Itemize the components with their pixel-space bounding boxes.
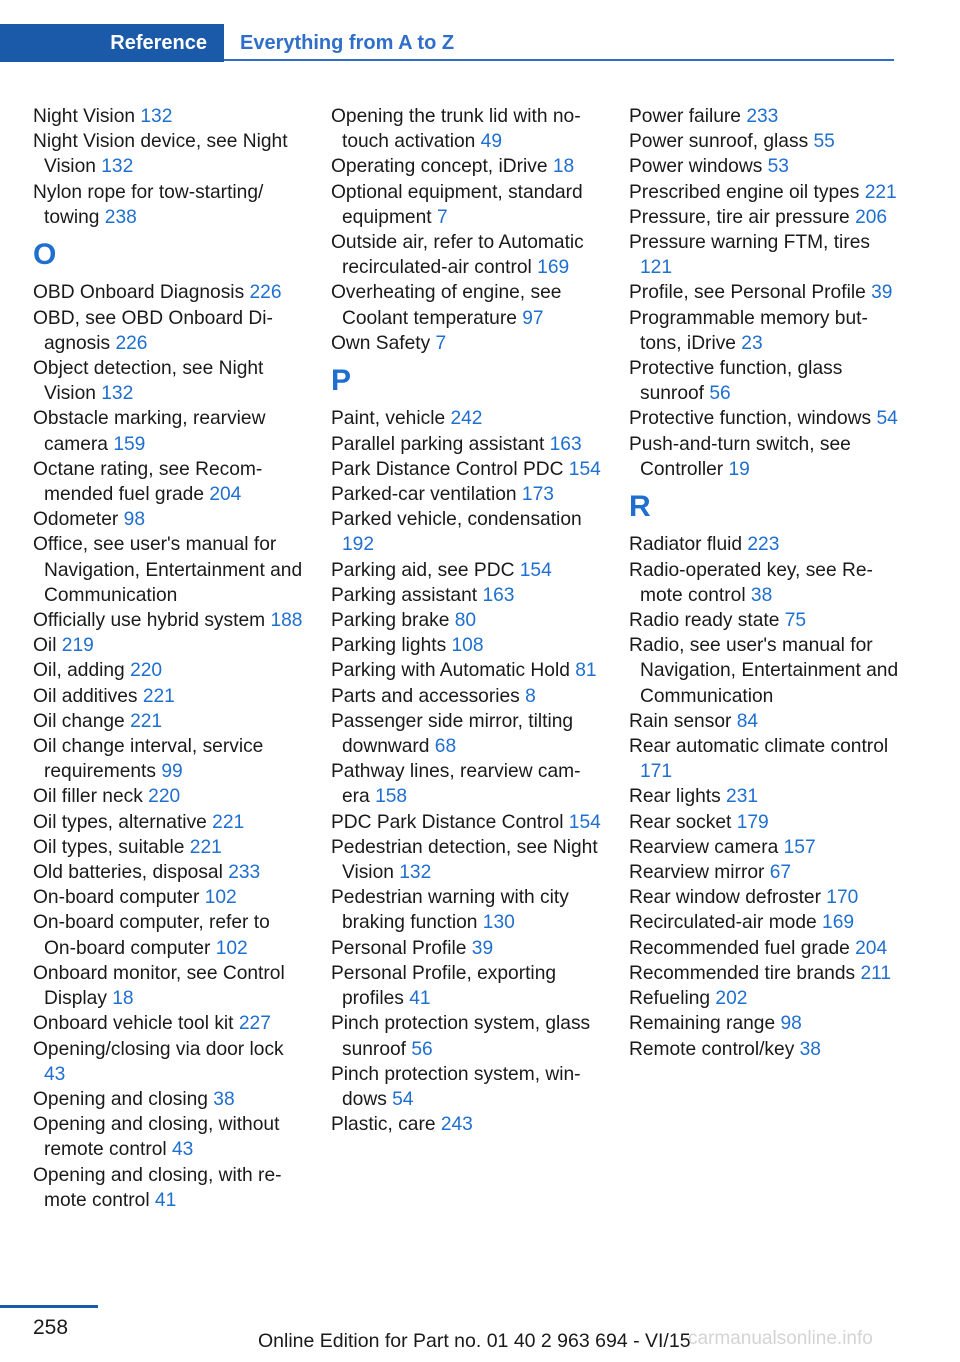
index-entry-term: OBD Onboard Diagnosis	[33, 282, 250, 304]
index-entry	[629, 205, 899, 230]
page-reference-link[interactable]: 226	[249, 282, 282, 304]
index-entry-term: Oil filler neck	[33, 786, 149, 808]
page-reference-link[interactable]: 220	[148, 786, 181, 808]
index-entry	[331, 759, 601, 809]
index-entry-term: Rearview mirror	[629, 862, 770, 884]
index-entry	[331, 583, 601, 608]
index-entry	[33, 356, 303, 406]
page-reference-link[interactable]: 170	[826, 887, 859, 909]
index-entry-term: Pressure, tire air pressure	[629, 206, 856, 228]
index-entry-term: Pathway lines, rearview camera	[331, 761, 581, 808]
index-entry	[331, 406, 601, 431]
index-entry-term: Night Vision device, see Night Vision	[33, 131, 288, 178]
index-letter-heading: R	[629, 490, 651, 524]
page-reference-link[interactable]: 169	[822, 912, 855, 934]
page-reference-link[interactable]: 132	[399, 862, 432, 884]
index-entry-term: Push-and-turn switch, see Controller	[629, 433, 851, 480]
index-entry	[331, 180, 601, 230]
index-entry-term: Oil types, suitable	[33, 836, 190, 858]
index-entry-term: Object detection, see Night Vision	[33, 358, 264, 405]
index-entry	[33, 709, 303, 734]
index-entry-term: Remaining range	[629, 1013, 781, 1035]
page-reference-link[interactable]: 54	[876, 408, 898, 430]
page-reference-link[interactable]: 154	[568, 811, 601, 833]
index-entry-term: Rear window defroster	[629, 887, 827, 909]
index-entry	[33, 633, 303, 658]
page-reference-link[interactable]: 204	[855, 937, 888, 959]
page-reference-link[interactable]: 19	[728, 458, 750, 480]
index-entry-term: Rear lights	[629, 786, 727, 808]
page-reference-link[interactable]: 98	[123, 509, 145, 531]
index-entry-term: Parking with Automatic Hold	[331, 660, 576, 682]
header-divider	[224, 59, 894, 61]
page-reference-link[interactable]: 7	[436, 206, 448, 228]
page-reference-link[interactable]: 84	[736, 710, 759, 732]
index-entry-term: Opening the trunk lid with no-touch activation	[331, 106, 581, 153]
index-entry-term: On-board computer, refer to On-board computer	[33, 912, 270, 959]
index-entry	[331, 507, 601, 557]
index-entry	[629, 986, 899, 1011]
index-entry	[629, 532, 899, 557]
page-reference-link[interactable]: 221	[130, 710, 163, 732]
index-entry	[33, 129, 303, 179]
index-entry-term: PDC Park Distance Control	[331, 811, 569, 833]
index-entry-term: Parking brake	[331, 610, 455, 632]
page-reference-link[interactable]: 39	[471, 937, 494, 959]
page-reference-link[interactable]: 8	[525, 685, 536, 707]
index-entry-term: Oil change	[33, 710, 131, 732]
page-reference-link[interactable]: 231	[726, 786, 759, 808]
page-reference-link[interactable]: 221	[189, 836, 222, 858]
page-reference-link[interactable]: 238	[104, 206, 137, 228]
page-reference-link[interactable]: 204	[209, 484, 242, 506]
page-reference-link[interactable]: 206	[855, 206, 888, 228]
index-entry	[331, 835, 601, 885]
index-entry-term: Profile, see Personal Profile	[629, 282, 872, 304]
index-entry-term: Parts and accessories	[331, 685, 526, 707]
index-entry	[331, 608, 601, 633]
index-entry	[33, 658, 303, 683]
index-entry-term: Oil	[33, 635, 62, 657]
index-entry	[331, 331, 601, 356]
page-reference-link[interactable]: 18	[552, 156, 575, 178]
index-entry-term: Power windows	[629, 156, 768, 178]
index-letter-heading: P	[331, 364, 352, 398]
page-reference-link[interactable]: 159	[113, 433, 146, 455]
index-entry	[331, 558, 601, 583]
page-reference-link[interactable]: 38	[799, 1038, 821, 1060]
index-entry	[629, 306, 899, 356]
page-reference-link[interactable]: 7	[435, 332, 447, 354]
index-entry-term: Overheating of engine, see Coolant temperature	[331, 282, 562, 329]
index-entry-term: Recirculated-air mode	[629, 912, 823, 934]
index-entry-term: Outside air, refer to Automatic recirculated-air control	[331, 232, 584, 279]
index-entry	[331, 1112, 601, 1137]
index-entry-term: Operating concept, iDrive	[331, 156, 553, 178]
index-entry	[331, 280, 601, 330]
index-entry	[629, 356, 899, 406]
page-reference-link[interactable]: 38	[750, 584, 773, 606]
index-entry	[33, 835, 303, 860]
index-entry	[33, 1163, 303, 1213]
index-entry-term: Pinch protection system, glass sunroof	[331, 1013, 591, 1060]
index-entry	[629, 910, 899, 935]
index-entry	[331, 432, 601, 457]
index-entry-term: Radiator fluid	[629, 534, 748, 556]
index-entry	[33, 734, 303, 784]
page-reference-link[interactable]: 154	[519, 559, 552, 581]
page-reference-link[interactable]: 221	[864, 181, 897, 203]
index-entry	[331, 885, 601, 935]
index-column-3	[629, 104, 899, 1062]
index-entry	[33, 1037, 303, 1087]
index-entry	[629, 129, 899, 154]
page-reference-link[interactable]: 192	[342, 534, 375, 556]
page-reference-link[interactable]: 97	[522, 307, 544, 329]
index-entry	[33, 910, 303, 960]
page-reference-link[interactable]: 221	[142, 685, 175, 707]
page-reference-link[interactable]: 98	[780, 1013, 802, 1035]
page-reference-link[interactable]: 158	[375, 786, 408, 808]
index-entry-term: Parking aid, see PDC	[331, 559, 520, 581]
page-reference-link[interactable]: 220	[130, 660, 163, 682]
page-reference-link[interactable]: 132	[101, 156, 134, 178]
index-entry-term: Own Safety	[331, 332, 436, 354]
index-entry-term: Officially use hybrid system	[33, 610, 271, 632]
index-entry	[33, 784, 303, 809]
index-entry	[33, 810, 303, 835]
page-reference-link[interactable]: 173	[521, 484, 554, 506]
page-reference-link[interactable]: 179	[736, 811, 769, 833]
page-reference-link[interactable]: 80	[454, 610, 477, 632]
index-entry	[331, 936, 601, 961]
section-tab-a-to-z[interactable]: Everything from A to Z	[240, 32, 455, 54]
page-reference-link[interactable]: 233	[228, 862, 261, 884]
index-entry-term: Recommended fuel grade	[629, 937, 856, 959]
index-entry	[629, 1037, 899, 1062]
page-reference-link[interactable]: 157	[783, 836, 816, 858]
index-entry	[629, 406, 899, 431]
index-column-1	[33, 104, 303, 1213]
index-entry	[33, 885, 303, 910]
index-entry	[33, 457, 303, 507]
index-letter-heading: O	[33, 238, 57, 272]
page-reference-link[interactable]: 38	[213, 1088, 235, 1110]
page-reference-link[interactable]: 56	[411, 1038, 433, 1060]
index-entry-term: Opening and closing	[33, 1088, 214, 1110]
index-entry-term: Rear socket	[629, 811, 737, 833]
index-entry-term: Office, see user's manual for Navigation, Entertainment and Communication	[33, 534, 303, 606]
page-reference-link[interactable]: 211	[860, 962, 892, 984]
index-entry	[629, 885, 899, 910]
index-entry-term: Programmable memory buttons, iDrive	[629, 307, 868, 354]
index-entry-term: Oil, adding	[33, 660, 131, 682]
index-entry	[629, 104, 899, 129]
page-reference-link[interactable]: 75	[784, 610, 807, 632]
index-entry-term: Protective function, windows	[629, 408, 877, 430]
page-reference-link[interactable]: 163	[549, 433, 582, 455]
index-entry-term: Refueling	[629, 988, 716, 1010]
index-entry-term: Pedestrian warning with city braking function	[331, 887, 569, 934]
index-entry	[33, 684, 303, 709]
page-reference-link[interactable]: 39	[871, 282, 893, 304]
index-entry-term: Oil types, alternative	[33, 811, 213, 833]
footer-divider	[0, 1305, 98, 1308]
index-entry-term: Opening and closing, with remote control	[33, 1164, 282, 1211]
page-reference-link[interactable]: 233	[746, 106, 779, 127]
index-entry	[629, 860, 899, 885]
index-entry	[629, 734, 899, 784]
index-entry-term: Power failure	[629, 106, 747, 127]
index-entry	[331, 457, 601, 482]
index-entry-term: Onboard vehicle tool kit	[33, 1013, 239, 1035]
page-reference-link[interactable]: 56	[709, 383, 731, 405]
index-entry-term: Personal Profile	[331, 937, 472, 959]
page-reference-link[interactable]: 226	[115, 332, 148, 354]
index-entry	[331, 961, 601, 1011]
index-entry	[629, 154, 899, 179]
index-entry-term: Personal Profile, exporting profiles	[331, 962, 557, 1010]
index-entry	[629, 608, 899, 633]
index-entry	[33, 280, 303, 305]
page-reference-link[interactable]: 23	[741, 332, 763, 354]
index-entry	[33, 608, 303, 633]
index-entry-term: Oil additives	[33, 685, 143, 707]
index-entry	[33, 306, 303, 356]
index-entry-term: Passenger side mirror, tilting downward	[331, 710, 574, 758]
page-reference-link[interactable]: 202	[715, 988, 748, 1010]
index-entry	[629, 810, 899, 835]
index-entry-term: Onboard monitor, see Control Display	[33, 962, 285, 1010]
page-reference-link[interactable]: 227	[238, 1013, 271, 1035]
index-entry-term: Protective function, glass sunroof	[629, 358, 843, 405]
index-entry	[629, 633, 899, 709]
index-entry-term: Radio-operated key, see Remote control	[629, 559, 873, 606]
page-reference-link[interactable]: 219	[61, 635, 94, 657]
page-reference-link[interactable]: 102	[215, 937, 248, 959]
index-entry-term: Paint, vehicle	[331, 408, 451, 430]
index-entry	[33, 406, 303, 456]
index-entry	[331, 1062, 601, 1112]
index-entry-term: Rear automatic climate control	[629, 736, 889, 758]
page-reference-link[interactable]: 81	[575, 660, 597, 682]
page-reference-link[interactable]: 223	[747, 534, 780, 556]
page-reference-link[interactable]: 188	[270, 610, 303, 632]
page-reference-link[interactable]: 102	[204, 887, 237, 909]
index-entry	[629, 558, 899, 608]
index-entry	[331, 104, 601, 154]
page-reference-link[interactable]: 41	[154, 1189, 177, 1211]
page-reference-link[interactable]: 163	[482, 584, 515, 606]
index-entry	[33, 1087, 303, 1112]
index-entry	[331, 684, 601, 709]
page-reference-link[interactable]: 132	[140, 106, 173, 127]
page-reference-link[interactable]: 55	[813, 131, 835, 153]
index-entry	[629, 230, 899, 280]
index-entry-term: OBD, see OBD Onboard Diagnosis	[33, 307, 273, 354]
page-reference-link[interactable]: 68	[434, 736, 457, 758]
index-entry-term: Parking lights	[331, 635, 452, 657]
index-entry-term: Parked vehicle, condensation	[331, 509, 582, 531]
index-entry-term: Opening and closing, without remote control	[33, 1114, 280, 1161]
page-reference-link[interactable]: 43	[171, 1139, 194, 1161]
index-entry-term: Odometer	[33, 509, 124, 531]
page-reference-link[interactable]: 242	[450, 408, 483, 430]
page-reference-link[interactable]: 169	[537, 257, 570, 279]
index-entry	[33, 532, 303, 608]
page-reference-link[interactable]: 53	[767, 156, 789, 178]
index-entry-term: Power sunroof, glass	[629, 131, 814, 153]
index-entry-term: Oil change interval, service requirements	[33, 736, 264, 783]
index-entry	[331, 482, 601, 507]
watermark: carmanualsonline.info	[688, 1328, 873, 1349]
index-entry	[629, 280, 899, 305]
index-entry-term: Opening/closing via door lock	[33, 1038, 284, 1060]
page-reference-link[interactable]: 49	[480, 131, 503, 153]
page-reference-link[interactable]: 171	[640, 761, 673, 783]
index-entry-term: Rain sensor	[629, 710, 737, 732]
index-entry-term: Remote control/key	[629, 1038, 800, 1060]
index-entry	[331, 709, 601, 759]
index-entry-term: Pedestrian detection, see Night Vision	[331, 836, 598, 884]
index-entry	[629, 936, 899, 961]
index-entry	[629, 961, 899, 986]
page-reference-link[interactable]: 108	[451, 635, 484, 657]
index-entry	[331, 633, 601, 658]
index-entry-term: Prescribed engine oil types	[629, 181, 865, 203]
index-entry	[331, 810, 601, 835]
index-entry	[629, 432, 899, 482]
index-entry	[33, 961, 303, 1011]
index-entry	[629, 180, 899, 205]
index-entry	[33, 1112, 303, 1162]
page-reference-link[interactable]: 221	[212, 811, 245, 833]
index-entry-term: Optional equipment, standard equipment	[331, 181, 583, 228]
index-entry	[331, 658, 601, 683]
index-entry-term: Plastic, care	[331, 1114, 441, 1136]
index-entry	[629, 709, 899, 734]
index-entry	[331, 1011, 601, 1061]
index-entry-term: Parallel parking assistant	[331, 433, 550, 455]
index-entry-term: Rearview camera	[629, 836, 784, 858]
index-column-2	[331, 104, 601, 1137]
index-entry-term: Obstacle marking, rearview camera	[33, 408, 266, 455]
index-entry	[33, 104, 303, 129]
index-entry-term: Nylon rope for tow-starting/ towing	[33, 181, 264, 228]
index-entry	[33, 860, 303, 885]
index-entry	[629, 1011, 899, 1036]
page-reference-link[interactable]: 67	[769, 862, 792, 884]
index-entry-term: Old batteries, disposal	[33, 862, 229, 884]
index-entry-term: Recommended tire brands	[629, 962, 861, 984]
index-entry	[629, 835, 899, 860]
page-header	[0, 24, 960, 62]
index-entry-term: Night Vision	[33, 106, 141, 127]
page-reference-link[interactable]: 43	[44, 1063, 66, 1085]
page-reference-link[interactable]: 99	[161, 761, 183, 783]
index-entry-term: Parking assistant	[331, 584, 483, 606]
section-tab-reference[interactable]: Reference	[0, 24, 224, 62]
index-entry-term: Radio, see user's manual for Navigation, Entertainment and Communication	[629, 635, 899, 707]
index-entry-term: Parked-car ventilation	[331, 484, 522, 506]
index-entry-term: On-board computer	[33, 887, 205, 909]
page-reference-link[interactable]: 18	[112, 988, 134, 1010]
index-entry	[33, 507, 303, 532]
index-entry-term: Pinch protection system, windows	[331, 1063, 581, 1110]
page-reference-link[interactable]: 154	[568, 458, 601, 480]
page-reference-link[interactable]: 130	[482, 912, 515, 934]
edition-note: Online Edition for Part no. 01 40 2 963 694 - VI/15	[258, 1330, 691, 1352]
index-entry-term: Radio ready state	[629, 610, 785, 632]
page-reference-link[interactable]: 121	[640, 257, 673, 279]
page-reference-link[interactable]: 243	[440, 1114, 473, 1136]
index-entry-term: Pressure warning FTM, tires	[629, 232, 870, 254]
page-reference-link[interactable]: 41	[409, 988, 431, 1010]
index-entry	[33, 1011, 303, 1036]
index-entry-term: Park Distance Control PDC	[331, 458, 569, 480]
page-number: 258	[33, 1316, 69, 1339]
page-reference-link[interactable]: 54	[392, 1088, 414, 1110]
index-entry	[629, 784, 899, 809]
index-entry	[331, 230, 601, 280]
index-entry-term: Octane rating, see Recommended fuel grade	[33, 458, 263, 506]
index-entry	[33, 180, 303, 230]
page-reference-link[interactable]: 132	[101, 383, 134, 405]
index-entry	[331, 154, 601, 179]
